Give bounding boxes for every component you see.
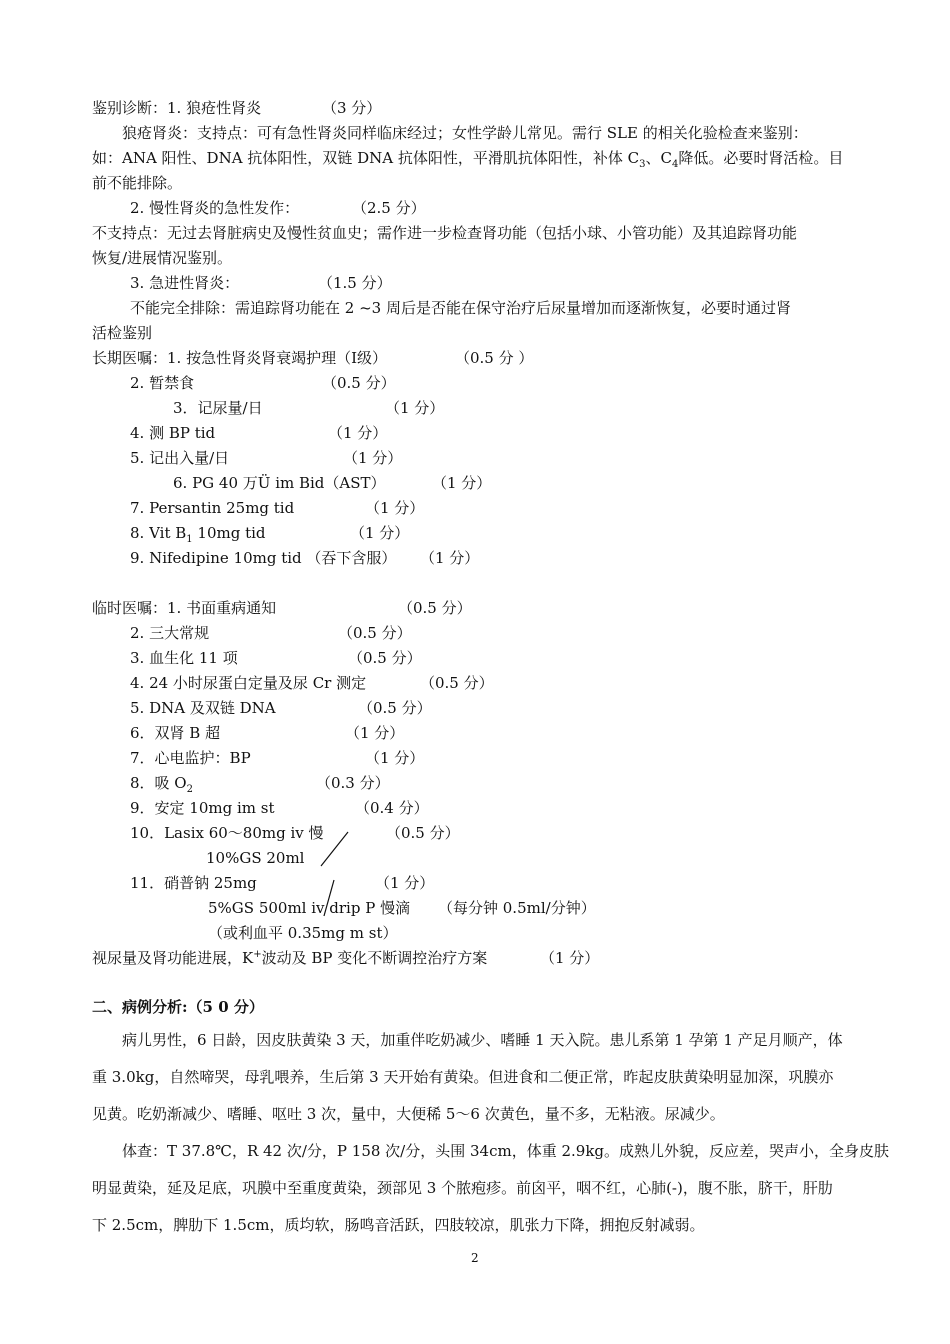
temp-order-score: （0.5 分） — [386, 824, 460, 842]
temp-order-item: 3. 血生化 11 项 — [130, 649, 238, 667]
long-order-item: 6. PG 40 万Ü im Bid（AST） — [173, 474, 386, 492]
long-order-score: （1 分） — [385, 399, 445, 417]
rapid-title: 3. 急进性肾炎： — [130, 274, 240, 292]
exam-paragraph-line: 下 2.5cm，脾肋下 1.5cm，质均软，肠鸣音活跃，四肢较凉，肌张力下降，拥抱反射减弱。 — [92, 1216, 705, 1234]
temp-order-subline: 10%GS 20ml — [206, 849, 305, 867]
case-paragraph-line: 重 3.0kg，自然啼哭，母乳喂养，生后第 3 天开始有黄染。但进食和二便正常，昨起皮肤黄染明显加深，巩膜亦 — [92, 1068, 834, 1086]
case-paragraph-line: 见黄。吃奶渐减少、嗜睡、呕吐 3 次，量中，大便稀 5～6 次黄色，量不多，无粘液。尿减少。 — [92, 1105, 725, 1123]
diagnosis-heading: 鉴别诊断：1. 狼疮性肾炎 — [92, 99, 262, 117]
temp-order-score: （1 分） — [365, 749, 425, 767]
long-order-item: 5. 记出入量/日 — [130, 449, 230, 467]
long-order-item: 3．记尿量/日 — [173, 399, 263, 417]
long-order-score: （1 分） — [432, 474, 492, 492]
bracket-slash — [318, 830, 352, 868]
temp-order-item: 4. 24 小时尿蛋白定量及尿 Cr 测定 — [130, 674, 367, 692]
diagnosis-heading-score: （3 分） — [322, 99, 382, 117]
long-order-score: （1 分） — [350, 524, 410, 542]
long-order-score: （1 分） — [420, 549, 480, 567]
temp-order-subline: （或利血平 0.35mg m st） — [208, 924, 398, 942]
bracket-slash — [320, 878, 340, 918]
temp-order-item: 9．安定 10mg im st — [130, 799, 275, 817]
lupus-line-1: 狼疮肾炎：支持点：可有急性肾炎同样临床经过；女性学龄儿常见。需行 SLE 的相关化验检查来鉴别： — [122, 124, 808, 142]
long-order-item: 4. 测 BP tid — [130, 424, 216, 442]
case-paragraph-line: 病儿男性，6 日龄，因皮肤黄染 3 天，加重伴吃奶减少、嗜睡 1 天入院。患儿系第 1 孕第 1 产足月顺产，体 — [122, 1031, 843, 1049]
rapid-line-2: 活检鉴别 — [92, 324, 153, 342]
long-order-item: 2. 暂禁食 — [130, 374, 195, 392]
temp-order-score: （0.5 分） — [348, 649, 422, 667]
temp-order-item: 10．Lasix 60～80mg iv 慢 — [130, 824, 324, 842]
long-order-score: （1 分） — [328, 424, 388, 442]
treatment-adjust-score: （1 分） — [540, 949, 600, 967]
case-heading: 二、病例分析:（5 0 分） — [92, 998, 264, 1016]
temp-order-score: （0.5 分） — [338, 624, 412, 642]
rapid-line-1: 不能完全排除：需追踪肾功能在 2 ~3 周后是否能在保守治疗后尿量增加而逐渐恢复，必要时通过肾 — [130, 299, 791, 317]
rapid-score: （1.5 分） — [318, 274, 392, 292]
chronic-title: 2. 慢性肾炎的急性发作： — [130, 199, 300, 217]
lupus-line-3: 前不能排除。 — [92, 174, 183, 192]
temp-orders-heading-score: （0.5 分） — [398, 599, 472, 617]
chronic-line-2: 恢复/进展情况鉴别。 — [92, 249, 233, 267]
temp-order-score: （0.3 分） — [316, 774, 390, 792]
lupus-line-2: 如：ANA 阳性、DNA 抗体阳性，双链 DNA 抗体阳性，平滑肌抗体阳性，补体 $C_3$、$C_4$降低。必要时肾活检。目 — [92, 149, 844, 170]
temp-order-score: （0.4 分） — [355, 799, 429, 817]
chronic-score: （2.5 分） — [352, 199, 426, 217]
long-order-item: 9. Nifedipine 10mg tid （吞下含服） — [130, 549, 397, 567]
temp-order-score: （1 分） — [345, 724, 405, 742]
temp-order-note: （每分钟 0.5ml/分钟） — [438, 899, 596, 917]
temp-order-score: （0.5 分） — [358, 699, 432, 717]
long-order-score: （1 分） — [343, 449, 403, 467]
temp-order-item: 6．双肾 B 超 — [130, 724, 221, 742]
long-orders-heading: 长期医嘱：1. 按急性肾炎肾衰竭护理（Ⅰ级） — [92, 349, 388, 367]
temp-order-item: 5. DNA 及双链 DNA — [130, 699, 276, 717]
temp-order-item: 8．吸 $O_2$ — [130, 774, 193, 795]
long-orders-heading-score: （0.5 分 ） — [455, 349, 534, 367]
temp-order-score: （0.5 分） — [420, 674, 494, 692]
long-order-item: 8. Vit $B_1$ 10mg tid — [130, 524, 266, 545]
temp-order-item: 7．心电监护：BP — [130, 749, 251, 767]
temp-orders-heading: 临时医嘱：1. 书面重病通知 — [92, 599, 277, 617]
treatment-adjust-line: 视尿量及肾功能进展，K+波动及 BP 变化不断调控治疗方案 — [92, 949, 488, 967]
long-order-item: 7. Persantin 25mg tid — [130, 499, 295, 517]
chronic-line-1: 不支持点：无过去肾脏病史及慢性贫血史；需作进一步检查肾功能（包括小球、小管功能）及其追踪肾功能 — [92, 224, 798, 242]
exam-paragraph-line: 体查：T 37.8℃，R 42 次/分，P 158 次/分，头围 34cm，体重 2.9kg。成熟儿外貌，反应差，哭声小，全身皮肤 — [122, 1142, 890, 1160]
exam-paragraph-line: 明显黄染，延及足底，巩膜中至重度黄染，颈部见 3 个脓疱疹。前囟平，咽不红，心肺(-)，腹不胀，脐干，肝肋 — [92, 1179, 833, 1197]
temp-order-subline: 5%GS 500ml iv drip P 慢滴 — [208, 899, 411, 917]
long-order-score: （0.5 分） — [322, 374, 396, 392]
long-order-score: （1 分） — [365, 499, 425, 517]
temp-order-item: 2. 三大常规 — [130, 624, 210, 642]
page-number: 2 — [471, 1251, 479, 1265]
temp-order-score: （1 分） — [375, 874, 435, 892]
temp-order-item: 11．硝普钠 25mg — [130, 874, 257, 892]
